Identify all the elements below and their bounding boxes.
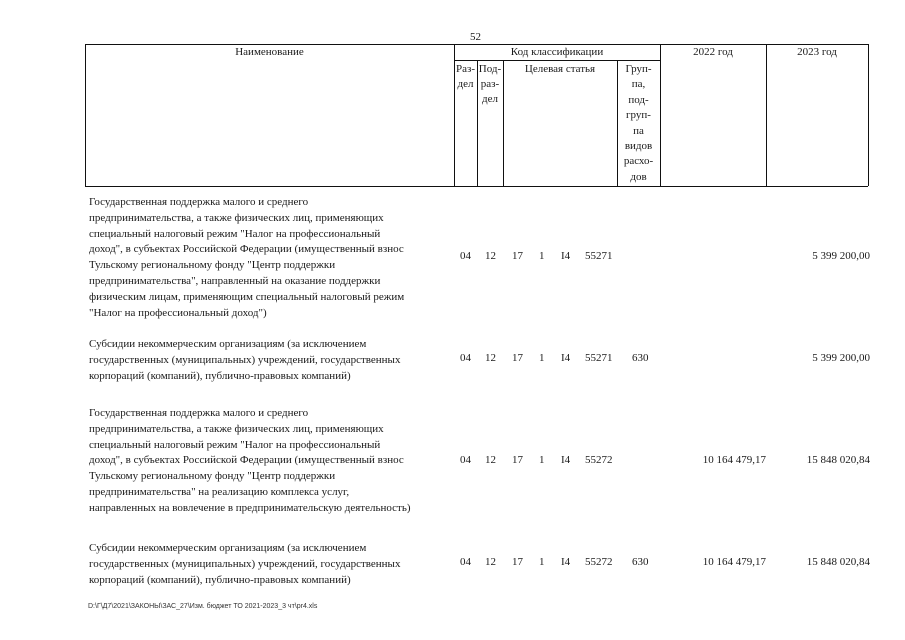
header-section-line: дел	[457, 78, 474, 90]
row-article-part: I4	[561, 556, 571, 568]
header-group-line: под-	[628, 93, 649, 106]
row-name-line: Субсидии некоммерческим организациям (за исключением	[89, 338, 367, 350]
row-article-part: 55271	[585, 352, 613, 364]
header-group-line: груп-	[626, 109, 651, 122]
row-name	[89, 541, 459, 588]
col-border	[868, 44, 869, 186]
page-number: 52	[470, 31, 481, 43]
row-subsection: 12	[485, 250, 496, 262]
row-article-part: 17	[512, 556, 523, 568]
row-name	[89, 337, 459, 384]
row-name-line: Субсидии некоммерческим организациям (за исключением	[89, 542, 367, 554]
row-name-line: "Налог на профессиональный доход")	[89, 306, 267, 319]
row-name-line: Государственная поддержка малого и среднего	[89, 407, 309, 419]
row-section: 04	[460, 352, 471, 364]
header-subsection-line: дел	[482, 93, 498, 105]
row-name-line: специальный налоговый режим "Налог на профессиональный	[89, 438, 381, 451]
row-name-line: корпораций (компаний), публично-правовых компаний)	[89, 369, 351, 382]
row-name	[89, 406, 459, 517]
row-article-part: 1	[539, 250, 545, 262]
col-border	[660, 44, 661, 186]
header-expense-group	[617, 62, 660, 185]
row-name-line: предпринимательства", направленный на оказание поддержки	[89, 274, 381, 287]
header-section	[454, 62, 477, 92]
row-article-part: 55272	[585, 454, 613, 466]
row-article-part: 55271	[585, 250, 613, 262]
row-article-part: I4	[561, 250, 571, 262]
row-amount-2022: 10 164 479,17	[702, 454, 766, 466]
col-border	[503, 60, 504, 186]
row-subsection: 12	[485, 556, 496, 568]
row-name-line: физическим лицам, применяющим специальный налоговый режим	[89, 290, 405, 303]
header-bottom-border	[85, 186, 868, 187]
row-section: 04	[460, 250, 471, 262]
header-target-article: Целевая статья	[524, 63, 596, 75]
row-name-line: государственных (муниципальных) учреждений, государственных	[89, 353, 401, 366]
row-name	[89, 195, 459, 321]
row-article-part: I4	[561, 352, 571, 364]
row-group: 630	[632, 352, 649, 364]
code-subheader-border	[454, 60, 660, 61]
col-border	[85, 44, 86, 186]
header-year-2023: 2023 год	[797, 46, 837, 58]
header-subsection-line: раз-	[480, 78, 500, 90]
row-article-part: I4	[561, 454, 571, 466]
header-group-line: расхо-	[623, 155, 654, 168]
row-name-line: корпораций (компаний), публично-правовых компаний)	[89, 573, 351, 586]
row-name-line: предпринимательства, а также физических лиц, применяющих	[89, 211, 384, 224]
row-name-line: Тульскому региональному фонду "Центр поддержки	[89, 470, 336, 483]
header-subsection-line: Под-	[478, 63, 502, 75]
row-name-line: государственных (муниципальных) учреждений, государственных	[89, 557, 401, 570]
header-classification-code: Код классификации	[510, 46, 604, 58]
row-article-part: 55272	[585, 556, 613, 568]
row-name-line: предпринимательства" на реализацию комплекса услуг,	[89, 485, 350, 498]
header-group-line: па,	[631, 78, 646, 91]
row-article-part: 1	[539, 556, 545, 568]
row-subsection: 12	[485, 352, 496, 364]
row-name-line: направленных на вовлечение в предпринимательскую деятельность)	[89, 501, 411, 514]
row-group: 630	[632, 556, 649, 568]
header-group-line: Груп-	[625, 63, 652, 75]
header-subsection	[477, 62, 503, 107]
header-year-2022: 2022 год	[693, 46, 733, 58]
header-group-line: видов	[624, 140, 653, 153]
header-group-line: дов	[630, 170, 647, 183]
row-article-part: 17	[512, 352, 523, 364]
footer-file-path: D:\Г\Д7\2021\ЗАКОНЫ\ЗАС_27\Изм. бюджет ТО 2021-2023_3 чт\pr4.xls	[88, 603, 318, 610]
row-article-part: 17	[512, 250, 523, 262]
row-name-line: доход", в субъектах Российской Федерации (имущественный взнос	[89, 454, 404, 467]
row-article-part: 17	[512, 454, 523, 466]
header-group-line: па	[633, 124, 644, 137]
row-amount-2023: 5 399 200,00	[812, 352, 870, 364]
row-article-part: 1	[539, 352, 545, 364]
row-name-line: доход", в субъектах Российской Федерации (имущественный взнос	[89, 243, 404, 256]
row-name-line: Государственная поддержка малого и среднего	[89, 196, 309, 208]
header-section-line: Раз-	[455, 63, 475, 75]
col-border	[766, 44, 767, 186]
row-amount-2023: 5 399 200,00	[812, 250, 870, 262]
row-name-line: специальный налоговый режим "Налог на профессиональный	[89, 227, 381, 240]
row-section: 04	[460, 556, 471, 568]
header-name: Наименование	[235, 46, 304, 58]
row-name-line: Тульскому региональному фонду "Центр поддержки	[89, 259, 336, 272]
row-subsection: 12	[485, 454, 496, 466]
row-amount-2023: 15 848 020,84	[806, 454, 870, 466]
row-name-line: предпринимательства, а также физических лиц, применяющих	[89, 422, 384, 435]
row-article-part: 1	[539, 454, 545, 466]
row-section: 04	[460, 454, 471, 466]
row-amount-2022: 10 164 479,17	[702, 556, 766, 568]
row-amount-2023: 15 848 020,84	[806, 556, 870, 568]
